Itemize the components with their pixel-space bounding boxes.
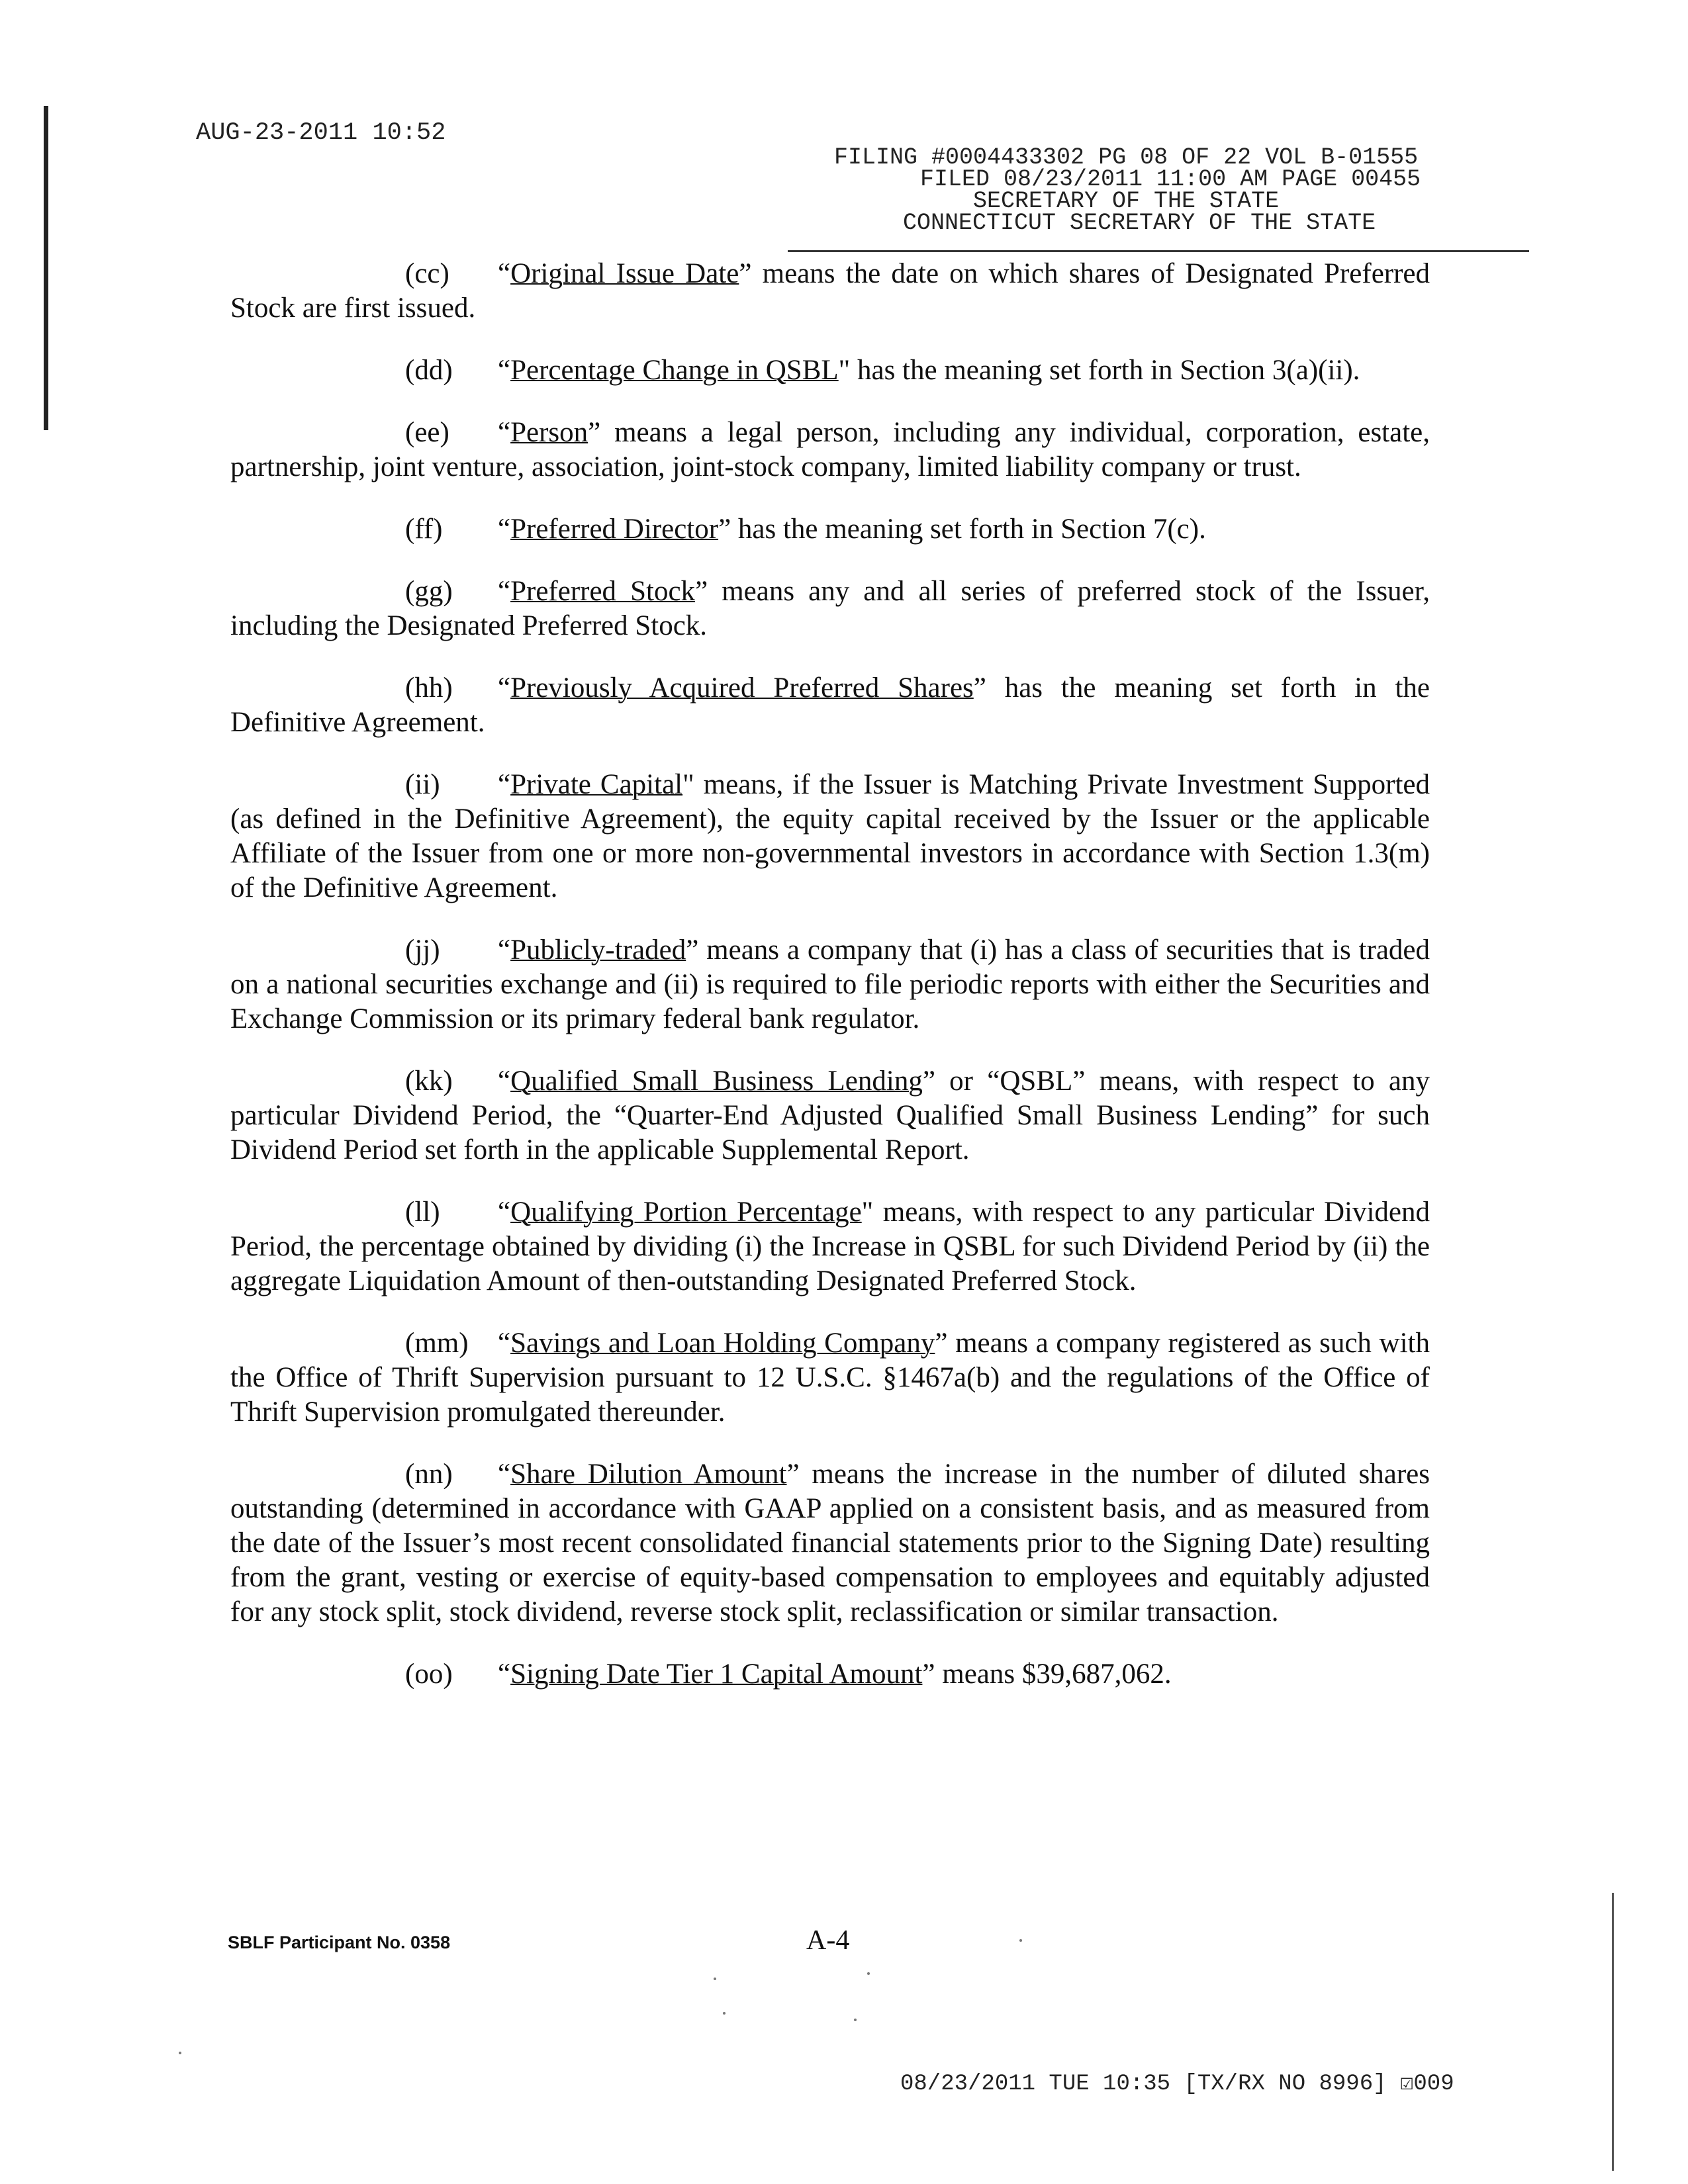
definition-label: (hh): [405, 672, 453, 704]
definition-text: means $39,687,062.: [935, 1659, 1172, 1690]
definition-text: means any and all series of preferred stock of the Issuer, including the Designated Preferred Stock.: [230, 576, 1430, 641]
definition-hh: (hh) “Previously Acquired Preferred Shares” has the meaning set forth in the Definitive Agreement.: [230, 672, 1430, 738]
definition-label: (dd): [405, 355, 453, 386]
filing-stamp: [821, 144, 1575, 236]
definition-ee: (ee) “Person” means a legal person, including any individual, corporation, estate, partnership, joint venture, association, joint-stock company, limited liability company or trust.: [230, 417, 1430, 482]
definition-term: Qualifying Portion Percentage: [510, 1197, 862, 1228]
scan-speck: [854, 2019, 857, 2021]
definition-label: (kk): [405, 1066, 453, 1097]
definition-text: has the meaning set forth in the Definitive Agreement.: [230, 672, 1430, 738]
definition-term: Share Dilution Amount: [510, 1459, 787, 1490]
filing-stamp-rule: [788, 250, 1529, 252]
definition-label: (ff): [405, 514, 443, 545]
definition-term: Savings and Loan Holding Company: [510, 1328, 935, 1359]
definition-label: (nn): [405, 1459, 453, 1490]
fax-footer-line: 08/23/2011 TUE 10:35 [TX/RX NO 8996] ☑009: [900, 2071, 1454, 2097]
scan-speck: [714, 1978, 716, 1980]
definition-term: Preferred Director: [510, 514, 719, 545]
scan-edge-mark: [44, 106, 48, 430]
definition-oo: (oo) “Signing Date Tier 1 Capital Amount” means $39,687,062.: [230, 1657, 1430, 1692]
scan-speck: [723, 2012, 726, 2015]
definition-kk: (kk) “Qualified Small Business Lending” or “QSBL” means, with respect to any particular Dividend Period, the “Quarter-End Adjusted Qualified Small Business Lending” for such Dividend Period set forth in the applicable Supplemental Report.: [230, 1066, 1430, 1165]
definition-label: (mm): [405, 1328, 469, 1359]
filing-stamp-line-4: CONNECTICUT SECRETARY OF THE STATE: [903, 210, 1376, 236]
definition-cc: (cc) “Original Issue Date” means the date on which shares of Designated Preferred Stock are first issued.: [230, 258, 1430, 324]
filing-stamp-line-1: FILING #0004433302 PG 08 OF 22 VOL B-01555: [834, 144, 1419, 171]
definition-gg: (gg) “Preferred Stock” means any and all series of preferred stock of the Issuer, including the Designated Preferred Stock.: [230, 576, 1430, 641]
definition-label: (oo): [405, 1659, 453, 1690]
definition-term: Publicly-traded: [510, 934, 686, 966]
definition-text: means a company registered as such with the Office of Thrift Supervision pursuant to 12 U.S.C. §1467a(b) and the regulations of the Office of Thrift Supervision promulgated thereunder.: [230, 1328, 1430, 1428]
definition-text: means, with respect to any particular Dividend Period, the percentage obtained by dividing (i) the Increase in QSBL for such Dividend Period by (ii) the aggregate Liquidation Amount of then-outstanding Designated Preferred Stock.: [230, 1197, 1430, 1297]
scan-speck: [1019, 1939, 1022, 1942]
definition-label: (cc): [405, 258, 449, 289]
definition-label: (ll): [405, 1197, 440, 1228]
definition-term: Original Issue Date: [510, 258, 739, 289]
fax-header-datetime: AUG-23-2011 10:52: [196, 119, 446, 147]
definition-text: has the meaning set forth in Section 3(a)(ii).: [850, 355, 1360, 386]
scan-edge-mark-right: [1612, 1893, 1614, 2171]
page-number: A-4: [806, 1925, 850, 1956]
definition-label: (jj): [405, 934, 440, 966]
definition-text: means a company that (i) has a class of securities that is traded on a national securities exchange and (ii) is required to file periodic reports with either the Securities and Exchange Commission or its primary federal bank regulator.: [230, 934, 1430, 1034]
definition-nn: (nn) “Share Dilution Amount” means the increase in the number of diluted shares outstanding (determined in accordance with GAAP applied on a consistent basis, and as measured from the date of the Issuer’s most recent consolidated financial statements prior to the Signing Date) resulting from the grant, vesting or exercise of equity-based compensation to employees and equitably adjusted for any stock split, stock dividend, reverse stock split, reclassification or similar transaction.: [230, 1459, 1430, 1627]
definition-term: Previously Acquired Preferred Shares: [510, 672, 974, 704]
participant-number: SBLF Participant No. 0358: [228, 1933, 451, 1952]
definition-text: means the increase in the number of diluted shares outstanding (determined in accordance with GAAP applied on a consistent basis, and as measured from the date of the Issuer’s most recent consolidated financial statements prior to the Signing Date) resulting from the grant, vesting or exercise of equity-based compensation to employees and equitably adjusted for any stock split, stock dividend, reverse stock split, reclassification or similar transaction.: [230, 1459, 1430, 1627]
definition-ii: (ii) “Private Capital" means, if the Issuer is Matching Private Investment Supported (as defined in the Definitive Agreement), the equity capital received by the Issuer or the applicable Affiliate of the Issuer from one or more non-governmental investors in accordance with Section 1.3(m) of the Definitive Agreement.: [230, 769, 1430, 903]
definition-ll: (ll) “Qualifying Portion Percentage" means, with respect to any particular Dividend Period, the percentage obtained by dividing (i) the Increase in QSBL for such Dividend Period by (ii) the aggregate Liquidation Amount of then-outstanding Designated Preferred Stock.: [230, 1197, 1430, 1297]
definition-text: means a legal person, including any individual, corporation, estate, partnership, joint venture, association, joint-stock company, limited liability company or trust.: [230, 417, 1430, 482]
scan-speck: [867, 1972, 870, 1975]
definition-term: Person: [510, 417, 588, 448]
filing-stamp-line-3: SECRETARY OF THE STATE: [973, 188, 1280, 214]
definition-mm: (mm) “Savings and Loan Holding Company” means a company registered as such with the Office of Thrift Supervision pursuant to 12 U.S.C. §1467a(b) and the regulations of the Office of Thrift Supervision promulgated thereunder.: [230, 1328, 1430, 1428]
definition-term: Percentage Change in QSBL: [510, 355, 839, 386]
definition-term: Signing Date Tier 1 Capital Amount: [510, 1659, 923, 1690]
definition-text: means, if the Issuer is Matching Private Investment Supported (as defined in the Definitive Agreement), the equity capital received by the Issuer or the applicable Affiliate of the Issuer from one or more non-governmental investors in accordance with Section 1.3(m) of the Definitive Agreement.: [230, 769, 1430, 903]
definition-text: has the meaning set forth in Section 7(c).: [731, 514, 1206, 545]
definitions-list: [230, 257, 1430, 1692]
definition-term: Preferred Stock: [510, 576, 696, 607]
definition-dd: (dd) “Percentage Change in QSBL" has the meaning set forth in Section 3(a)(ii).: [230, 353, 1430, 388]
definition-ff: (ff) “Preferred Director” has the meaning set forth in Section 7(c).: [230, 512, 1430, 547]
definition-label: (ee): [405, 417, 449, 448]
filing-stamp-line-2: FILED 08/23/2011 11:00 AM PAGE 00455: [920, 166, 1421, 193]
definition-label: (gg): [405, 576, 453, 607]
scan-speck: [179, 2052, 181, 2054]
definition-term: Qualified Small Business Lending: [510, 1066, 923, 1097]
definition-jj: (jj) “Publicly-traded” means a company that (i) has a class of securities that is traded on a national securities exchange and (ii) is required to file periodic reports with either the Securities and Exchange Commission or its primary federal bank regulator.: [230, 934, 1430, 1034]
definition-term: Private Capital: [510, 769, 683, 800]
definition-text: or “QSBL” means, with respect to any particular Dividend Period, the “Quarter-End Adjusted Qualified Small Business Lending” for such Dividend Period set forth in the applicable Supplemental Report.: [230, 1066, 1430, 1165]
definition-text: means the date on which shares of Designated Preferred Stock are first issued.: [230, 258, 1430, 324]
definition-label: (ii): [405, 769, 440, 800]
